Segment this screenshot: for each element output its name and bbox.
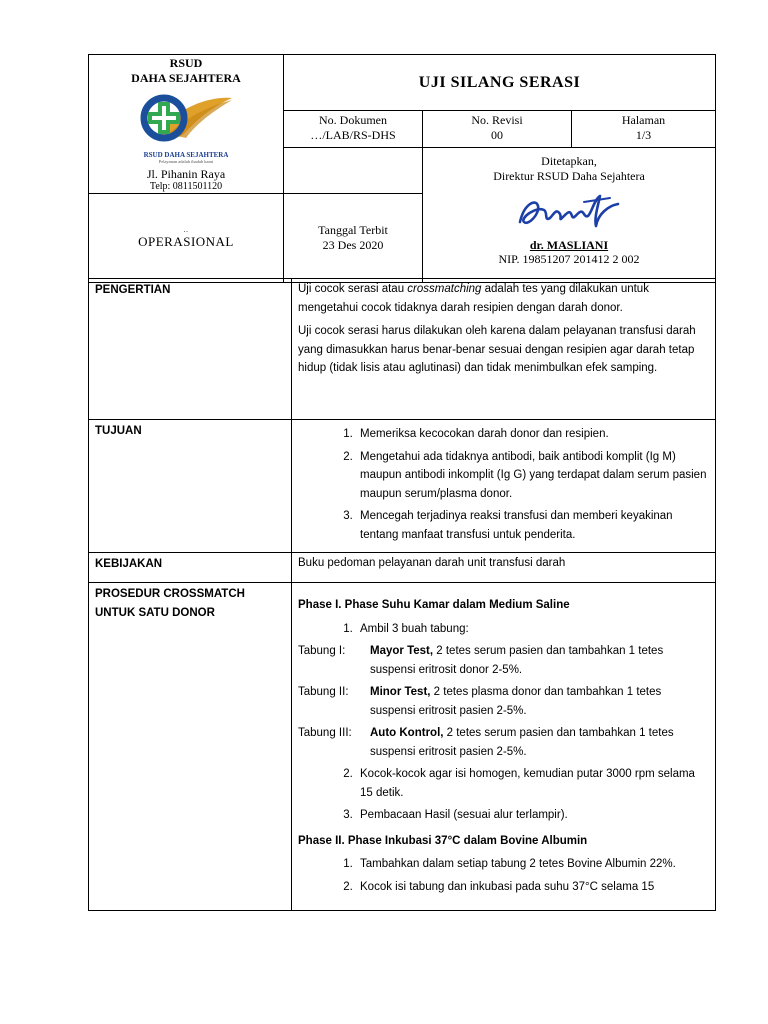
phase-1-step: 3. Pembacaan Hasil (sesuai alur terlampir). xyxy=(356,806,709,825)
phase-2-step: 1. Tambahkan dalam setiap tabung 2 tetes Bovine Albumin 22%. xyxy=(356,855,709,874)
logo-text: RSUD DAHA SEJAHTERA xyxy=(143,151,229,159)
operasional-label: OPERASIONAL xyxy=(138,234,234,249)
tanggal-terbit-cell xyxy=(284,194,423,283)
tujuan-list xyxy=(298,425,709,544)
hospital-name-line2: DAHA SEJAHTERA xyxy=(131,71,241,85)
phase-1-step: 2. Kocok-kocok agar isi homogen, kemudian putar 3000 rpm selama 15 detik. xyxy=(356,765,709,802)
spacer-cell xyxy=(284,148,423,194)
halaman-cell xyxy=(572,111,716,148)
hospital-name-line1: RSUD xyxy=(169,56,203,70)
tujuan-item: 1. Memeriksa kecocokan darah donor dan resipien. xyxy=(356,425,709,444)
tabung-description: 2 tetes plasma donor dan tambahkan 1 tetes suspensi eritrosit pasien 2-5%. xyxy=(370,686,662,717)
no-dokumen-label: No. Dokumen xyxy=(319,113,387,127)
pengertian-italic-term: crossmatching xyxy=(407,283,482,295)
tabung-row xyxy=(298,724,709,761)
ditetapkan-label: Ditetapkan, xyxy=(541,154,597,168)
phase-2-step: 2. Kocok isi tabung dan inkubasi pada suhu 37°C selama 15 xyxy=(356,878,709,897)
hospital-phone: Telp: 0811501120 xyxy=(149,181,223,192)
signer-name: dr. MASLIANI xyxy=(529,238,609,252)
operasional-cell xyxy=(89,194,284,283)
phase-1-step: 1. Ambil 3 buah tabung: xyxy=(356,620,709,639)
tujuan-label: TUJUAN xyxy=(89,420,292,553)
prosedur-label: PROSEDUR CROSSMATCH UNTUK SATU DONOR xyxy=(89,583,292,911)
tabung-description: 2 tetes serum pasien dan tambahkan 1 tetes suspensi eritrosit donor 2-5%. xyxy=(370,645,664,676)
row-prosedur xyxy=(89,583,716,911)
pengertian-paragraph-1 xyxy=(298,280,709,317)
tabung-description: 2 tetes serum pasien dan tambahkan 1 tetes suspensi eritrosit pasien 2-5%. xyxy=(370,727,674,758)
logo-subtext: Pelayanan adalah ibadah kami xyxy=(158,159,214,164)
tabung-label: Tabung III: xyxy=(298,727,352,739)
tabung-test-name: Auto Kontrol, xyxy=(370,727,444,739)
tabung-row xyxy=(298,642,709,679)
hospital-logo-icon xyxy=(138,88,234,148)
phase-2-title: Phase II. Phase Inkubasi 37°C dalam Bovine Albumin xyxy=(298,834,588,847)
document-header xyxy=(88,54,716,283)
hospital-address: Jl. Pihanin Raya xyxy=(146,167,226,181)
tujuan-item: 2. Mengetahui ada tidaknya antibodi, baik antibodi komplit (Ig M) maupun antibodi inkomplit (Ig G) yang terdapat dalam serum pasien maupun serum/plasma donor. xyxy=(356,448,709,504)
document-title: UJI SILANG SERASI xyxy=(284,55,716,111)
tanggal-terbit-label: Tanggal Terbit xyxy=(318,223,388,237)
phase-1-steps-cont xyxy=(298,765,709,825)
tabung-text xyxy=(370,642,709,679)
signer-nip: NIP. 19851207 201412 2 002 xyxy=(498,252,640,266)
no-dokumen-cell xyxy=(284,111,423,148)
tanggal-terbit-value: 23 Des 2020 xyxy=(322,238,384,252)
signature-icon xyxy=(514,192,624,234)
pengertian-p1-text: Uji cocok serasi atau xyxy=(298,283,408,295)
hospital-logo xyxy=(138,88,234,164)
no-dokumen-value: …/LAB/RS-DHS xyxy=(310,128,396,142)
tabung-test-name: Minor Test, xyxy=(370,686,431,698)
no-revisi-value: 00 xyxy=(491,128,503,142)
pengertian-paragraph-2: Uji cocok serasi harus dilakukan oleh karena dalam pelayanan transfusi darah yang dimasukkan harus benar-benar sesuai dengan resipien agar darah tetap hidup (tidak lisis atau aglutinasi) dan tidak menimbulkan efek samping. xyxy=(298,325,696,374)
prosedur-value xyxy=(292,583,716,911)
halaman-value: 1/3 xyxy=(635,128,652,142)
operasional-dots: .. xyxy=(183,225,189,234)
no-revisi-label: No. Revisi xyxy=(471,113,523,127)
pengertian-label: PENGERTIAN xyxy=(89,279,292,420)
kebijakan-value: Buku pedoman pelayanan darah unit transfusi darah xyxy=(292,553,716,583)
phase-1-title: Phase I. Phase Suhu Kamar dalam Medium Saline xyxy=(298,599,570,611)
no-revisi-cell xyxy=(423,111,572,148)
pengertian-value xyxy=(292,279,716,420)
pengertian-p1-text-cont: adalah tes yang dilakukan untuk mengetahui cocok tidaknya darah resipien dengan darah donor. xyxy=(298,283,649,314)
halaman-label: Halaman xyxy=(621,113,666,127)
row-tujuan xyxy=(89,420,716,553)
tabung-label: Tabung II: xyxy=(298,686,349,698)
tujuan-value xyxy=(292,420,716,553)
tabung-label: Tabung I: xyxy=(298,645,346,657)
hospital-identity xyxy=(89,55,284,194)
kebijakan-label: KEBIJAKAN xyxy=(89,553,292,583)
tabung-test-name: Mayor Test, xyxy=(370,645,434,657)
sop-content-table xyxy=(88,278,716,911)
ditetapkan-cell xyxy=(423,148,716,283)
phase-2-steps xyxy=(298,855,709,896)
row-pengertian xyxy=(89,279,716,420)
tabung-row xyxy=(298,683,709,720)
tujuan-item: 3. Mencegah terjadinya reaksi transfusi dan memberi keyakinan tentang manfaat transfusi untuk penderita. xyxy=(356,507,709,544)
phase-1-steps xyxy=(298,620,709,639)
direktur-label: Direktur RSUD Daha Sejahtera xyxy=(493,169,645,183)
tabung-text xyxy=(370,683,709,720)
row-kebijakan xyxy=(89,553,716,583)
tabung-text xyxy=(370,724,709,761)
